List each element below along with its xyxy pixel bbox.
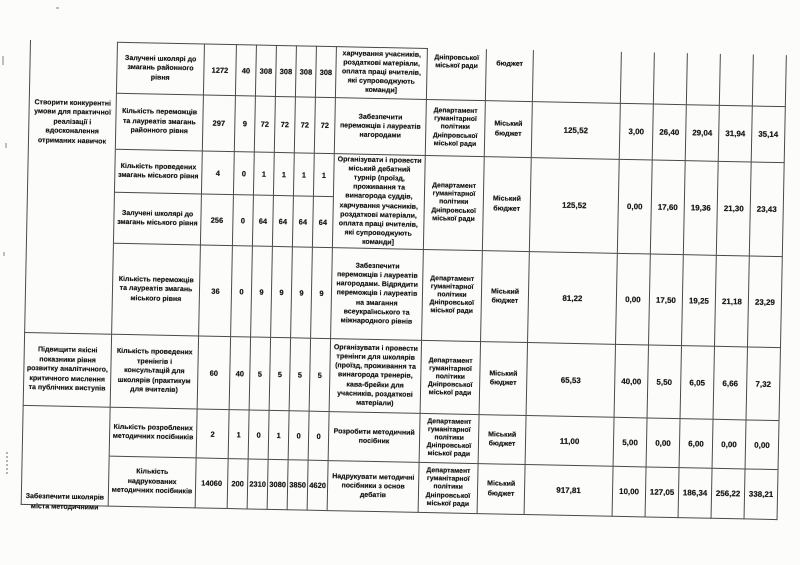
budget-cell: Міський бюджет <box>485 101 533 158</box>
task-label: Створити конкурентні умови для практичної реалізації і вдосконалення отриманих навичок <box>34 99 112 146</box>
cost-cell: 19,36 <box>684 161 719 256</box>
count-cell: 2 <box>197 409 230 459</box>
cost-cell: 17,60 <box>651 161 686 256</box>
cost-cell: 31,94 <box>719 106 753 163</box>
task-cell <box>23 333 112 408</box>
count-cell: 308 <box>276 45 297 97</box>
cost-cell <box>533 50 622 104</box>
count-cell: 1 <box>314 154 335 197</box>
count-cell: 1 <box>294 153 315 196</box>
scan-artifact <box>3 252 5 256</box>
department-cell: Департамент гуманітарної політики Дніпровської міської ради <box>421 341 481 415</box>
cost-cell: 23,29 <box>748 256 783 348</box>
action-cell: Забезпечити переможців і лауреатів нагородами. Відрядити переможців і лауреатів на змагання всеукраїнського та міжнародного рівнів <box>331 248 424 341</box>
count-cell: 9 <box>235 96 256 152</box>
scan-artifact <box>56 7 59 9</box>
cost-cell: 35,14 <box>752 107 786 164</box>
count-cell: 64 <box>313 197 334 248</box>
cost-cell: 0,00 <box>616 254 651 346</box>
indicator-cell: Залучені школярі до змагань районного рівня <box>117 42 205 96</box>
count-cell: 3850 <box>288 460 309 510</box>
action-cell: Надрукувати методичні посібники з основ дебатів <box>328 461 420 513</box>
count-cell: 0 <box>249 410 270 459</box>
scan-artifact <box>6 452 8 474</box>
count-cell: 4620 <box>308 461 329 511</box>
department-cell: Департамент гуманітарної політики Дніпровської міської ради <box>419 463 479 514</box>
cost-cell: 21,18 <box>715 256 750 348</box>
action-cell: Організувати і провести міський дебатний турнір (проїзд, проживання та винагорода суддів, харчування учасників, роздаткові матеріали, оплата праці вчителів, які супроводжують команди] <box>333 154 426 250</box>
action-cell: Забезпечити переможців і лауреатів нагородами <box>335 98 427 156</box>
cost-cell: 7,32 <box>747 347 781 421</box>
task-label: Підвищити якісні показники рівня розвитку аналітичного, критичного мислення та публічних виступів <box>26 346 108 393</box>
count-cell: 308 <box>256 45 277 97</box>
cost-cell: 65,53 <box>527 343 616 418</box>
count-cell: 0 <box>231 246 253 337</box>
cost-cell: 5,00 <box>614 418 648 468</box>
count-cell: 0 <box>233 195 254 246</box>
cost-cell <box>720 54 754 107</box>
count-cell: 9 <box>271 247 293 338</box>
cost-cell: 81,22 <box>528 252 618 345</box>
count-cell: 0 <box>289 411 310 460</box>
cost-cell: 23,43 <box>750 163 785 258</box>
indicator-cell: Кількість проведених змагань міського рівня <box>115 150 203 195</box>
count-cell: 308 <box>296 45 317 97</box>
cost-cell <box>687 53 721 106</box>
task-label-clipped: Забезпечити школярів міста методичними <box>25 493 105 512</box>
count-cell: 9 <box>311 248 333 339</box>
count-cell: 60 <box>198 336 231 410</box>
cost-cell: 338,21 <box>745 469 779 520</box>
count-cell: 9 <box>291 247 313 338</box>
count-cell: 2310 <box>248 459 269 509</box>
cost-cell: 19,25 <box>682 255 717 347</box>
cost-cell: 21,30 <box>717 162 752 257</box>
table-grid <box>21 40 787 520</box>
cost-cell: 0,00 <box>746 420 780 470</box>
count-cell: 72 <box>315 98 336 154</box>
indicator-cell: Кількість розроблених методичних посібників <box>110 408 198 459</box>
cost-cell: 127,05 <box>646 467 680 518</box>
cost-cell: 6,00 <box>680 419 714 469</box>
indicator-cell: Кількість переможців та лауреатів змагань міського рівня <box>112 244 201 337</box>
indicator-cell: Кількість проведених тренінгів і консультацій для школярів (практикум для вчителів) <box>111 335 199 410</box>
action-cell: харчування учасників, роздаткові матеріали, оплата праці вчителів, які супроводжують команди] <box>336 46 428 100</box>
count-cell: 256 <box>201 194 234 246</box>
task-cell <box>21 406 111 512</box>
action-cell: Організувати і провести тренінги для школярів (проїзд, проживання та винагорода тренерів, кава-брейки для учасників, роздаткові матеріали) <box>330 339 422 414</box>
cost-cell: 17,50 <box>649 255 684 347</box>
department-cell: Департамент гуманітарної політики Дніпровської міської ради <box>424 156 485 251</box>
cost-cell: 11,00 <box>526 416 615 467</box>
cost-cell: 6,05 <box>681 346 715 420</box>
cost-cell: 26,40 <box>653 105 687 162</box>
count-cell: 64 <box>293 196 314 247</box>
count-cell: 72 <box>275 97 296 153</box>
count-cell: 1 <box>254 153 275 196</box>
cost-cell: 0,00 <box>618 160 653 255</box>
cost-cell <box>753 55 787 108</box>
action-cell: Розробити методичний посібник <box>329 412 421 463</box>
count-cell: 9 <box>251 247 273 338</box>
department-cell: Департамент гуманітарної політики Дніпровської міської ради <box>426 100 486 157</box>
count-cell: 1 <box>269 411 290 460</box>
cost-cell <box>621 52 655 105</box>
cost-cell: 917,81 <box>525 465 614 517</box>
budget-cell: Міський бюджет <box>478 464 526 515</box>
cost-cell: 256,22 <box>712 469 746 520</box>
cost-cell: 0,00 <box>713 420 747 470</box>
cost-cell: 125,52 <box>530 158 620 254</box>
cost-cell: 0,00 <box>647 418 681 468</box>
count-cell: 72 <box>255 97 276 153</box>
cost-cell: 29,04 <box>686 105 720 162</box>
count-cell: 5 <box>250 337 271 410</box>
count-cell: 14060 <box>196 458 229 509</box>
department-cell: Департамент гуманітарної політики Дніпровської міської ради <box>420 414 480 464</box>
count-cell: 64 <box>273 196 294 247</box>
count-cell: 40 <box>230 337 251 410</box>
cost-cell: 10,00 <box>613 467 647 518</box>
count-cell: 0 <box>234 152 255 195</box>
count-cell: 5 <box>290 338 311 411</box>
count-cell: 72 <box>295 97 316 153</box>
count-cell: 5 <box>310 339 331 412</box>
department-cell: Дніпровської міської ради <box>427 48 487 101</box>
count-cell: 200 <box>228 459 249 509</box>
cost-cell: 125,52 <box>532 102 621 160</box>
budget-program-table <box>21 40 787 520</box>
count-cell: 64 <box>253 196 274 247</box>
budget-cell: Міський бюджет <box>479 415 527 465</box>
scan-artifact <box>2 56 4 65</box>
budget-cell: бюджет <box>486 49 534 102</box>
cost-cell <box>654 53 688 106</box>
department-cell: Департамент гуманітарної політики Дніпровської міської ради <box>422 250 483 342</box>
count-cell: 36 <box>199 245 233 337</box>
cost-cell: 3,00 <box>620 104 654 161</box>
indicator-cell: Кількість переможців та лауреатів змагань районного рівня <box>116 94 204 152</box>
cost-cell: 6,66 <box>714 347 748 421</box>
task-cell <box>24 40 118 335</box>
indicator-cell: Залучені школярі до змагань міського рівня <box>114 193 202 246</box>
cost-cell: 40,00 <box>615 345 649 419</box>
budget-cell: Міський бюджет <box>481 251 530 343</box>
count-cell: 1 <box>229 410 250 459</box>
cost-cell: 5,50 <box>648 345 682 419</box>
count-cell: 1272 <box>204 44 237 97</box>
count-cell: 297 <box>203 96 236 153</box>
scan-artifact <box>5 143 7 148</box>
count-cell: 3080 <box>268 460 289 510</box>
count-cell: 40 <box>236 44 257 96</box>
indicator-cell: Кількість надрукованих методичних посібників <box>109 457 197 509</box>
count-cell: 308 <box>316 46 337 98</box>
budget-cell: Міський бюджет <box>480 342 528 416</box>
cost-cell: 186,34 <box>679 468 713 519</box>
count-cell: 1 <box>274 153 295 196</box>
count-cell: 5 <box>270 338 291 411</box>
count-cell: 0 <box>309 412 330 461</box>
budget-cell: Міський бюджет <box>483 157 532 252</box>
count-cell: 4 <box>202 151 235 195</box>
